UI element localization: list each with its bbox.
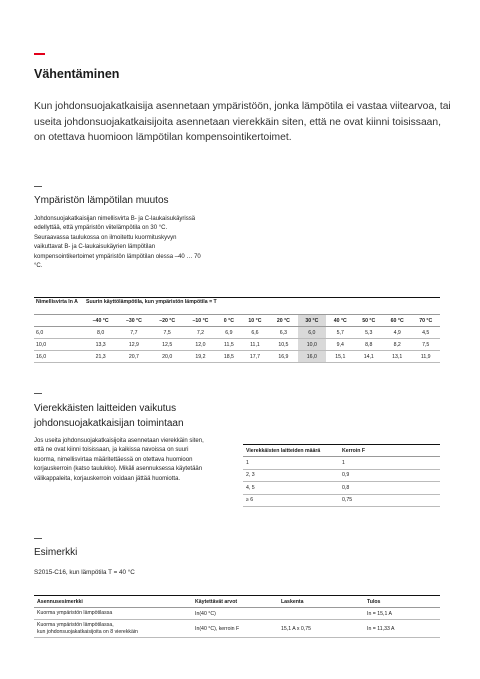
table-row — [34, 351, 440, 363]
table-cell: 16,0 — [36, 353, 47, 360]
example-table — [34, 595, 440, 638]
table-cell: 0,9 — [342, 472, 350, 479]
table-cell: 5,3 — [365, 329, 373, 336]
table-cell: 12,0 — [195, 341, 206, 348]
section-heading: Ympäristön lämpötilan muutos — [34, 195, 169, 206]
temp-header: 50 °C — [362, 317, 376, 324]
adjacent-devices-table — [243, 444, 440, 507]
table-cell: 12,5 — [162, 341, 173, 348]
table-cell: 1 — [342, 460, 345, 467]
temp-header: –30 °C — [125, 317, 142, 324]
table-cell — [278, 608, 364, 620]
temp-header: 0 °C — [223, 317, 234, 324]
table-cell: 13,1 — [392, 353, 403, 360]
table-cell: 11,9 — [420, 353, 431, 360]
section-heading: Vierekkäisten laitteiden vaikutus johdonsuojakatkaisijan toimintaan — [34, 403, 184, 429]
table-cell: 7,5 — [163, 329, 171, 336]
table-row — [34, 620, 440, 638]
table-cell: 18,5 — [223, 353, 234, 360]
temp-header: –20 °C — [159, 317, 176, 324]
table-cell: 5,7 — [336, 329, 344, 336]
table-cell: 7,5 — [422, 341, 430, 348]
table-cell: 6,3 — [279, 329, 287, 336]
table-cell: 15,1 A x 0,75 — [281, 625, 311, 632]
table-row — [243, 482, 440, 494]
table-header: Kerroin F — [342, 447, 366, 454]
table-cell: 8,2 — [393, 341, 401, 348]
table-header: Nimellisvirta In A — [36, 299, 78, 305]
temp-header: 40 °C — [333, 317, 347, 324]
table-header: Suurin käyttölämpötila, kun ympäristön lämpötila = T — [86, 299, 217, 305]
table-cell: 16,9 — [278, 353, 289, 360]
table-cell: 17,7 — [249, 353, 260, 360]
table-cell: In(40 °C) — [195, 610, 216, 617]
table-row — [34, 327, 440, 339]
temperature-table — [34, 297, 440, 363]
table-cell: 15,1 — [335, 353, 346, 360]
table-row — [34, 339, 440, 351]
temp-header: 30 °C — [298, 315, 326, 327]
table-cell: 0,75 — [342, 497, 353, 504]
table-row — [243, 494, 440, 506]
table-cell: Kuorma ympäristön lämpötilassa — [37, 610, 113, 617]
table-cell: Kuorma ympäristön lämpötilassa, kun johdonsuojakatkaisijoita on 8 vierekkäin — [37, 622, 138, 635]
table-cell: 12,9 — [128, 341, 139, 348]
table-cell: 4,9 — [393, 329, 401, 336]
table-cell: 13,3 — [95, 341, 106, 348]
table-cell: 6,0 — [298, 327, 326, 339]
table-header: Tulos — [367, 598, 381, 605]
table-header: Vierekkäisten laitteiden määrä — [246, 447, 321, 454]
temp-header: 10 °C — [248, 317, 262, 324]
table-cell: 11,5 — [224, 341, 234, 348]
table-cell: 8,0 — [97, 329, 105, 336]
section-heading: Esimerkki — [34, 547, 78, 558]
table-cell: 6,0 — [36, 329, 44, 336]
table-row — [243, 457, 440, 469]
temp-header: 60 °C — [390, 317, 404, 324]
temp-header: –10 °C — [192, 317, 209, 324]
temp-header: 70 °C — [419, 317, 433, 324]
table-cell: 10,0 — [298, 339, 326, 351]
table-cell: 20,7 — [128, 353, 139, 360]
table-cell: 7,2 — [196, 329, 205, 336]
table-cell: 10,5 — [278, 341, 289, 348]
table-cell: 14,1 — [363, 353, 374, 360]
page-title: Vähentäminen — [34, 67, 120, 81]
table-header: Asennusesimerkki — [37, 598, 83, 605]
red-accent-line — [34, 53, 45, 55]
table-cell: 7,7 — [130, 329, 138, 336]
table-cell: 9,4 — [336, 341, 344, 348]
table-header: Laskenta — [281, 598, 304, 605]
table-cell: 6,6 — [251, 329, 259, 336]
table-cell: 6,9 — [225, 329, 233, 336]
table-cell: ≥ 6 — [246, 497, 254, 504]
table-cell: 2, 3 — [246, 472, 255, 479]
table-cell: In = 15,1 A — [367, 610, 392, 617]
table-cell: 20,0 — [162, 353, 173, 360]
table-header: Käytettävät arvot — [195, 598, 238, 605]
table-cell: In = 11,33 A — [367, 625, 395, 632]
table-row — [243, 469, 440, 481]
table-header — [34, 315, 84, 327]
temp-header: 20 °C — [276, 317, 290, 324]
table-cell: 4, 5 — [246, 484, 255, 491]
table-cell: In(40 °C), kerroin F — [195, 625, 240, 632]
table-cell: 16,0 — [298, 351, 326, 363]
section-dash — [34, 186, 42, 187]
table-cell: 4,5 — [422, 329, 430, 336]
table-cell: 19,2 — [195, 353, 206, 360]
section-dash — [34, 393, 42, 394]
section-body: Jos useita johdonsuojakatkaisijoita asennetaan vierekkäin siten, että ne ovat kiinni toisissaan, ja kaikissa navoissa on suuri kuorma, nimellisvirtaa määritettäessä on otettava huomioon korjauskerroin (katso taulukko). Mikäli asennuksessa käytetään välikappaleita, korjauskerroin voidaan jättää huomiotta. — [34, 438, 204, 482]
intro-paragraph: Kun johdonsuojakatkaisija asennetaan ympäristöön, jonka lämpötila ei vastaa viitearvoa, tai useita johdonsuojakatkaisijoita asennetaan vierekkäin siten, että ne ovat kiinni toisissaan, on otettava huomioon lämpötilan kompensointikertoimet. — [34, 101, 451, 143]
example-subtitle: S2015-C16, kun lämpötila T = 40 °C — [34, 569, 135, 576]
table-cell: 11,1 — [250, 341, 260, 348]
table-row — [34, 608, 440, 620]
temp-header: –40 °C — [92, 317, 109, 324]
section-dash — [34, 538, 42, 539]
table-cell: 10,0 — [36, 341, 47, 348]
table-cell: 8,8 — [365, 341, 373, 348]
table-cell: 0,8 — [342, 484, 350, 491]
table-cell: 21,3 — [95, 353, 106, 360]
table-cell: 1 — [246, 460, 249, 467]
section-body: Johdonsuojakatkaisijan nimellisvirta B- ja C-laukaisukäyrissä edellyttää, että ympäristön viitelämpötila on 30 °C. Seuraavassa taulukossa on ilmoitettu kuormituskyvyn vaikuttavat B- ja C-laukaisukäyrien lämpötilan kompensointikertoimet ympäristön lämpötilan olessa –40 … 70 °C. — [34, 216, 201, 270]
